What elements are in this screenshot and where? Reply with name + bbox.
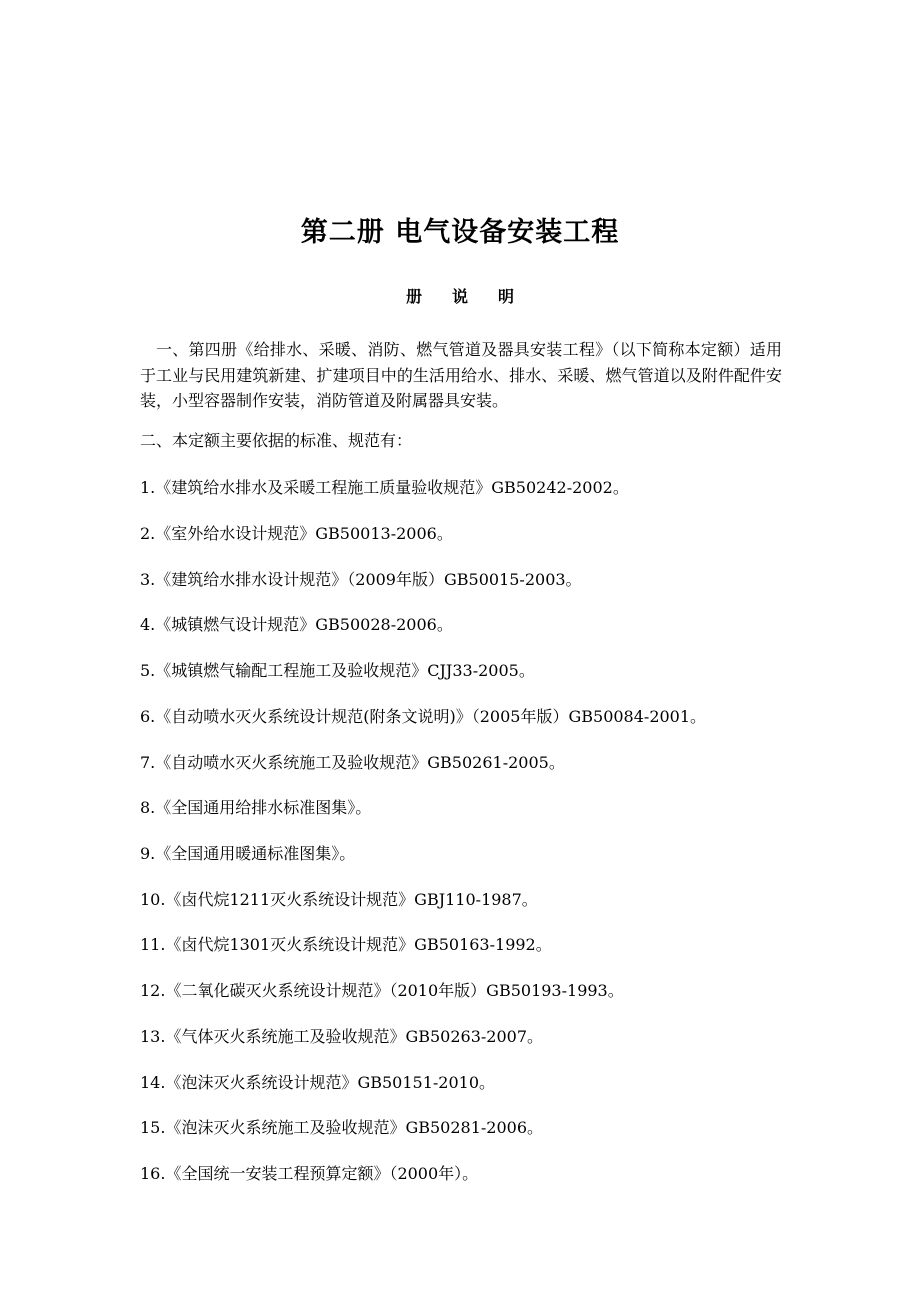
list-item: 6.《自动喷水灭火系统设计规范(附条文说明)》（2005年版）GB50084-2001。 bbox=[140, 707, 707, 726]
scope-paragraph: 一、第四册《给排水、采暖、消防、燃气管道及器具安装工程》（以下简称本定额）适用于工业与民用建筑新建、扩建项目中的生活用给水、排水、采暖、燃气管道以及附件配件安装，小型容器制作安装，消防管道及附属器具安装。 bbox=[140, 340, 782, 410]
list-item: 3.《建筑给水排水设计规范》（2009年版）GB50015-2003。 bbox=[140, 570, 582, 589]
list-item: 7.《自动喷水灭火系统施工及验收规范》GB50261-2005。 bbox=[140, 753, 565, 772]
list-item: 9.《全国通用暖通标准图集》。 bbox=[140, 844, 356, 863]
list-item: 12.《二氧化碳灭火系统设计规范》（2010年版）GB50193-1993。 bbox=[140, 981, 624, 1000]
list-item: 15.《泡沫灭火系统施工及验收规范》GB50281-2006。 bbox=[140, 1118, 544, 1137]
list-item: 11.《卤代烷1301灭火系统设计规范》GB50163-1992。 bbox=[140, 935, 552, 954]
section-subtitle: 册说明 bbox=[405, 287, 544, 306]
list-item: 8.《全国通用给排水标准图集》。 bbox=[140, 798, 372, 817]
standards-heading: 二、本定额主要依据的标准、规范有： bbox=[140, 431, 413, 450]
list-item: 4.《城镇燃气设计规范》GB50028-2006。 bbox=[140, 615, 453, 634]
list-item: 14.《泡沫灭火系统设计规范》GB50151-2010。 bbox=[140, 1073, 496, 1092]
list-item: 5.《城镇燃气输配工程施工及验收规范》CJJ33-2005。 bbox=[140, 661, 535, 680]
document-title: 第二册 电气设备安装工程 bbox=[300, 217, 620, 248]
list-item: 10.《卤代烷1211灭火系统设计规范》GBJ110-1987。 bbox=[140, 890, 538, 909]
list-item: 13.《气体灭火系统施工及验收规范》GB50263-2007。 bbox=[140, 1027, 544, 1046]
list-item: 2.《室外给水设计规范》GB50013-2006。 bbox=[140, 524, 453, 543]
list-item: 16.《全国统一安装工程预算定额》（2000年）。 bbox=[140, 1164, 479, 1183]
list-item: 1.《建筑给水排水及采暖工程施工质量验收规范》GB50242-2002。 bbox=[140, 478, 629, 497]
